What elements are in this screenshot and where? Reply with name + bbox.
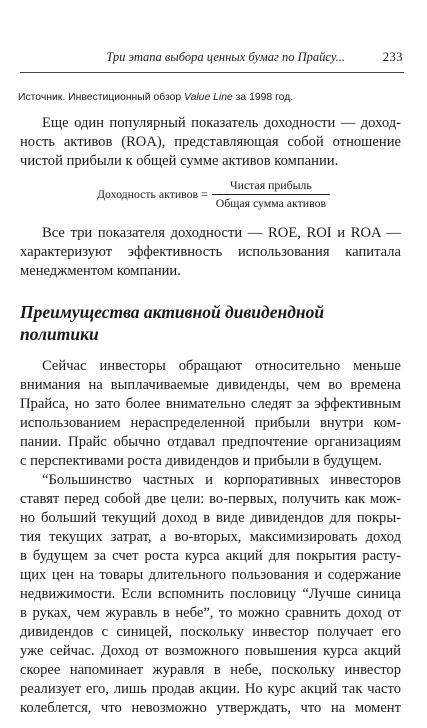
text-line: в будущем за счет роста курса акций для покрытия расту- bbox=[20, 548, 401, 564]
roa-formula bbox=[97, 178, 330, 211]
source-publication: Value Line bbox=[184, 92, 233, 103]
formula-fraction bbox=[212, 178, 330, 211]
running-header bbox=[20, 50, 403, 70]
text-line: Все три показателя доходности — ROE, ROI и ROA — bbox=[42, 225, 401, 241]
text-line: ность активов (ROA), представляющая собой отношение bbox=[20, 134, 401, 150]
text-line: но больший текущий доход в виде дивидендов для покры- bbox=[20, 510, 401, 526]
text-line: уже сейчас. Доход от возможного повышения курса акций bbox=[20, 643, 401, 659]
source-note bbox=[18, 92, 293, 103]
text-line: тия текущих затрат, а во-вторых, максимизировать доход bbox=[20, 529, 401, 545]
page-number: 233 bbox=[382, 50, 403, 64]
text-line: колеблется, что невозможно утверждать, что на момент bbox=[20, 700, 401, 716]
text-line: щих цен на товары длительного пользования и содержание bbox=[20, 567, 401, 583]
source-prefix: Источник. Инвестиционный обзор bbox=[18, 92, 185, 103]
text-line: ставят перед собой две цели: во-первых, получить как мож- bbox=[20, 491, 401, 507]
paragraph-dividends bbox=[20, 357, 401, 471]
paragraph-quote bbox=[20, 471, 401, 718]
text-line: внимания на выплачиваемые дивиденды, чем во времена bbox=[20, 377, 401, 393]
text-line: недвижимости. Если вспомнить пословицу “Лучше синица bbox=[20, 586, 401, 602]
source-suffix: за 1998 год. bbox=[232, 92, 294, 103]
paragraph-roa bbox=[20, 114, 401, 171]
text-line: Прайса, но зато более внимательно следят за эффективным bbox=[20, 396, 401, 412]
text-line: реализует его, лишь продав акции. Но курс акций так часто bbox=[20, 681, 401, 697]
text-line: скорее напоминает журавля в небе, поскольку инвестор bbox=[20, 662, 401, 678]
text-line: в руках, чем журавль в небе”, то можно сравнить доход от bbox=[20, 605, 401, 621]
text-line: “Большинство частных и корпоративных инвесторов bbox=[42, 472, 401, 488]
running-title: Три этапа выбора ценных бумаг по Прайсу... bbox=[106, 50, 345, 64]
text-line: характеризуют эффективность использования капитала bbox=[20, 244, 401, 260]
text-line: менеджментом компании. bbox=[20, 263, 181, 279]
header-rule bbox=[20, 72, 404, 73]
section-heading bbox=[20, 301, 401, 345]
heading-line: Преимущества активной дивидендной bbox=[20, 302, 325, 322]
text-line: чистой прибыли к общей сумме активов компании. bbox=[20, 153, 339, 169]
text-line: с перспективами роста дивидендов и прибыли в будущем. bbox=[20, 453, 382, 469]
text-line: Еще один популярный показатель доходности — доход- bbox=[42, 115, 401, 131]
formula-denominator: Общая сумма активов bbox=[215, 196, 327, 210]
text-line: дивидендов с синицей, поскольку инвестор получает его bbox=[20, 624, 401, 640]
heading-line: политики bbox=[20, 324, 99, 344]
text-line: пании. Прайс обычно отдавал предпочтение организациям bbox=[20, 434, 401, 450]
formula-lhs: Доходность активов = bbox=[97, 187, 208, 201]
formula-numerator: Чистая прибыль bbox=[229, 178, 312, 192]
text-line: использованием нераспределенной прибыли внутри ком- bbox=[20, 415, 401, 431]
paragraph-three-ratios bbox=[20, 224, 401, 281]
text-line: Сейчас инвесторы обращают относительно меньше bbox=[42, 358, 401, 374]
